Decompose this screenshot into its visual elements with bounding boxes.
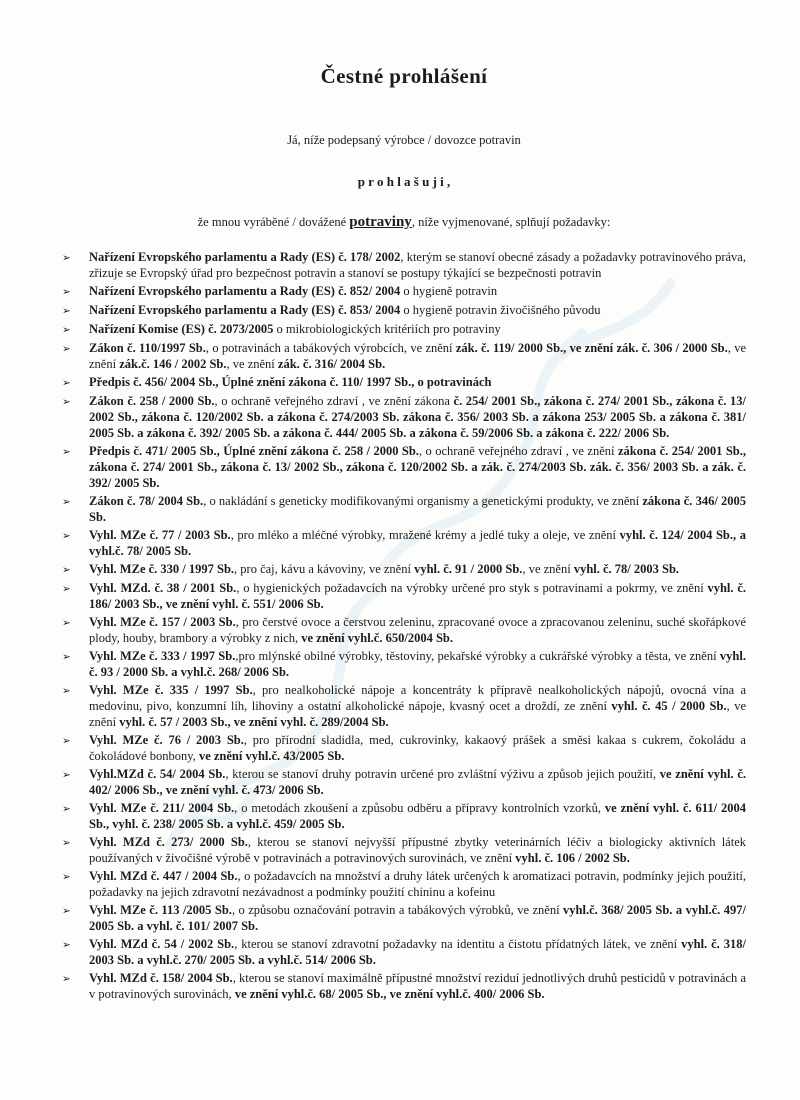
regulation-description: , o ochraně veřejného zdraví , ve znění zákona: [214, 394, 454, 408]
requirements-suffix: , níže vyjmenované, splňují požadavky:: [411, 215, 611, 229]
regulation-citation: zák.č. 146 / 2002 Sb.: [119, 357, 227, 371]
requirements-prefix: že mnou vyráběné / dovážené: [197, 215, 350, 229]
declaration-line: p r o h l a š u j i ,: [357, 174, 451, 189]
regulation-description: , ve znění: [89, 341, 746, 371]
list-item: [62, 302, 746, 319]
regulation-citation: vyhl. č. 318/ 2003 Sb. a vyhl.č. 270/ 2005 Sb. a vyhl.č. 514/ 2006 Sb.: [89, 937, 746, 967]
list-item-text: [89, 561, 746, 578]
list-item-text: [89, 527, 746, 559]
list-item: [62, 868, 746, 900]
regulation-citation: Nařízení Komise (ES) č. 2073/2005: [89, 322, 274, 336]
arrow-bullet-icon: ➢: [62, 564, 71, 576]
arrow-bullet-icon: ➢: [62, 324, 71, 336]
list-item: [62, 902, 746, 934]
arrow-bullet-icon: ➢: [62, 769, 71, 781]
regulation-citation: ve znění vyhl.č. 43/2005 Sb.: [198, 749, 345, 763]
regulation-citation: Nařízení Evropského parlamentu a Rady (ES) č. 852/ 2004: [89, 284, 401, 298]
list-item: [62, 527, 746, 559]
requirements-highlight: potraviny: [349, 214, 412, 230]
regulation-citation: Vyhl. MZd č. 158/ 2004 Sb.: [89, 971, 233, 985]
regulation-description: , o způsobu označování potravin a tabákových výrobků, ve znění: [231, 903, 564, 917]
regulation-citation: vyhl. č. 106 / 2002 Sb.: [515, 851, 630, 865]
list-item: [62, 800, 746, 832]
list-item: [62, 614, 746, 646]
list-item: [62, 283, 746, 300]
list-item-text: [89, 834, 746, 866]
arrow-bullet-icon: ➢: [62, 343, 71, 355]
arrow-bullet-icon: ➢: [62, 377, 71, 389]
list-item: [62, 443, 746, 491]
list-item: [62, 834, 746, 866]
arrow-bullet-icon: ➢: [62, 396, 71, 408]
arrow-bullet-icon: ➢: [62, 496, 71, 508]
arrow-bullet-icon: ➢: [62, 905, 71, 917]
regulation-citation: Zákon č. 78/ 2004 Sb.: [89, 494, 204, 508]
regulation-citation: Zákon č. 258 / 2000 Sb.: [89, 394, 215, 408]
list-item-text: [89, 283, 746, 300]
regulation-description: , pro čaj, kávu a kávoviny, ve znění: [234, 562, 415, 576]
list-item: [62, 936, 746, 968]
regulation-citation: Předpis č. 471/ 2005 Sb., Úplné znění zákona č. 258 / 2000 Sb.: [89, 444, 419, 458]
intro-line: Já, níže podepsaný výrobce / dovozce potravin: [287, 133, 521, 147]
arrow-bullet-icon: ➢: [62, 685, 71, 697]
regulation-citation: zák. č. 316/ 2004 Sb.: [277, 357, 386, 371]
list-item-text: [89, 614, 746, 646]
list-item-text: [89, 766, 746, 798]
regulation-description: , o nakládání s geneticky modifikovanými organismy a genetickými produkty, ve znění: [203, 494, 643, 508]
list-item: [62, 970, 746, 1002]
regulation-description: , o požadavcích na množství a druhy látek určených k aromatizaci potravin, podmínky jejich použití, požadavky na jejich zdravotní nezávadnost a podmínky použití chininu a kofeinu: [89, 869, 746, 899]
regulation-citation: vyhl. č. 78/ 2003 Sb.: [573, 562, 680, 576]
list-item: [62, 682, 746, 730]
regulation-citation: ve znění vyhl.č. 650/2004 Sb.: [301, 631, 453, 645]
regulation-description: , kterou se stanoví druhy potravin určené pro zvláštní výživu a způsob jejich použití,: [225, 767, 660, 781]
list-item-text: [89, 868, 746, 900]
regulation-description: , kterou se stanoví nejvyšší přípustné zbytky veterinárních léčiv a biologicky aktivních látek používaných v živočišné výrobě v potravinách a potravinových surovinách, ve znění: [89, 835, 746, 865]
regulation-citation: Vyhl. MZe č. 335 / 1997 Sb.: [89, 683, 253, 697]
list-item: [62, 374, 746, 391]
arrow-bullet-icon: ➢: [62, 939, 71, 951]
regulation-description: , kterou se stanoví zdravotní požadavky na identitu a čistotu přídatných látek, ve znění: [234, 937, 682, 951]
regulation-citation: Vyhl. MZe č. 333 / 1997 Sb.: [89, 649, 236, 663]
arrow-bullet-icon: ➢: [62, 803, 71, 815]
list-item-text: [89, 682, 746, 730]
regulation-description: , ve znění: [89, 699, 746, 729]
list-item-text: [89, 321, 746, 338]
regulation-citation: ve znění vyhl.č. 68/ 2005 Sb., ve znění vyhl.č. 400/ 2006 Sb.: [234, 987, 545, 1001]
regulation-description: , ve znění: [226, 357, 278, 371]
regulation-citation: č. 254/ 2001 Sb., zákona č. 274/ 2001 Sb., zákona č. 13/ 2002 Sb., zákona č. 120/2002 Sb. a zákona č. 274/2003 Sb. zákona č. 356/ 2003 Sb. a zákona 253/ 2005 Sb. a zákona č. 381/ 2005 Sb. a zákona č. 392/ 2005 Sb. a zákona č. 444/ 2005 Sb. a zákona č. 59/2006 Sb. a zákona č. 222/ 2006 Sb.: [89, 394, 747, 440]
list-item: [62, 580, 746, 612]
regulation-citation: vyhl. č. 93 / 2000 Sb. a vyhl.č. 268/ 2006 Sb.: [89, 649, 746, 679]
list-item: [62, 393, 746, 441]
regulation-citation: vyhl. č. 91 / 2000 Sb.: [414, 562, 523, 576]
list-item-text: [89, 936, 746, 968]
regulation-citation: vyhl. č. 57 / 2003 Sb., ve znění vyhl. č. 289/2004 Sb.: [119, 715, 389, 729]
regulation-citation: Zákon č. 110/1997 Sb.: [89, 341, 206, 355]
list-item-text: [89, 249, 746, 281]
list-item-text: [89, 493, 746, 525]
arrow-bullet-icon: ➢: [62, 286, 71, 298]
regulation-description: , pro mléko a mléčné výrobky, mražené krémy a jedlé tuky a oleje, ve znění: [230, 528, 620, 542]
list-item-text: [89, 340, 746, 372]
regulation-citation: Předpis č. 456/ 2004 Sb., Úplné znění zákona č. 110/ 1997 Sb., o potravinách: [89, 375, 492, 389]
regulation-citation: zákona č. 254/ 2001 Sb., zákona č. 274/ 2001 Sb., zákona č. 13/ 2002 Sb., zákona č. 120/2002 Sb. a zák. č. 274/2003 Sb. zák. č. 356/ 2003 Sb. a zák. č. 392/ 2005 Sb.: [89, 444, 746, 490]
regulation-description: ,pro mlýnské obilné výrobky, těstoviny, pekařské výrobky a cukrářské výrobky a těsta, ve znění: [235, 649, 720, 663]
regulation-description: , kterým se stanoví obecné zásady a požadavky potravinového práva, zřizuje se Evropský úřad pro bezpečnost potravin a stanoví se postupy týkající se bezpečnosti potravin: [89, 250, 746, 280]
regulation-citation: Vyhl. MZd č. 447 / 2004 Sb.: [89, 869, 238, 883]
arrow-bullet-icon: ➢: [62, 530, 71, 542]
regulation-description: o mikrobiologických kritériích pro potraviny: [273, 322, 501, 336]
list-item-text: [89, 800, 746, 832]
list-item-text: [89, 902, 746, 934]
arrow-bullet-icon: ➢: [62, 305, 71, 317]
list-item-text: [89, 732, 746, 764]
regulation-citation: Vyhl. MZe č. 77 / 2003 Sb.: [89, 528, 231, 542]
regulation-description: , o ochraně veřejného zdraví , ve znění: [418, 444, 618, 458]
list-item: [62, 561, 746, 578]
regulation-citation: Vyhl. MZd. č. 38 / 2001 Sb.: [89, 581, 237, 595]
regulation-list: [62, 249, 746, 1002]
list-item: [62, 249, 746, 281]
regulation-description: , ve znění: [522, 562, 574, 576]
list-item: [62, 766, 746, 798]
list-item-text: [89, 443, 746, 491]
list-item: [62, 648, 746, 680]
regulation-citation: Vyhl.MZd č. 54/ 2004 Sb.: [89, 767, 226, 781]
regulation-citation: Vyhl. MZe č. 76 / 2003 Sb.: [89, 733, 244, 747]
list-item-text: [89, 580, 746, 612]
arrow-bullet-icon: ➢: [62, 583, 71, 595]
arrow-bullet-icon: ➢: [62, 973, 71, 985]
regulation-citation: ve znění vyhl. č. 611/ 2004 Sb., vyhl. č. 238/ 2005 Sb. a vyhl.č. 459/ 2005 Sb.: [89, 801, 746, 831]
regulation-citation: Vyhl. MZe č. 157 / 2003 Sb.: [89, 615, 236, 629]
arrow-bullet-icon: ➢: [62, 651, 71, 663]
regulation-description: , kterou se stanoví maximálně přípustné množství reziduí jednotlivých druhů pesticidů v potravinách a v potravinových surovinách,: [89, 971, 746, 1001]
requirements-line: [62, 214, 746, 231]
regulation-description: , o metodách zkoušení a způsobu odběru a přípravy kontrolních vzorků,: [234, 801, 605, 815]
arrow-bullet-icon: ➢: [62, 837, 71, 849]
arrow-bullet-icon: ➢: [62, 871, 71, 883]
arrow-bullet-icon: ➢: [62, 617, 71, 629]
list-item-text: [89, 970, 746, 1002]
regulation-citation: Vyhl. MZe č. 211/ 2004 Sb.: [89, 801, 235, 815]
page-title: Čestné prohlášení: [320, 64, 488, 88]
regulation-citation: vyhl. č. 45 / 2000 Sb.: [611, 699, 727, 713]
regulation-citation: Vyhl. MZd č. 273/ 2000 Sb.: [89, 835, 248, 849]
regulation-description: o hygieně potravin živočišného původu: [400, 303, 601, 317]
list-item-text: [89, 302, 746, 319]
regulation-description: , o hygienických požadavcích na výrobky určené pro styk s potravinami a pokrmy, ve znění: [236, 581, 708, 595]
list-item: [62, 493, 746, 525]
regulation-description: , pro přírodní sladidla, med, cukrovinky, kakaový prášek a směsi kakaa s cukrem, čokoládu a čokoládové bonbony,: [89, 733, 746, 763]
regulation-description: , o potravinách a tabákových výrobcích, ve znění: [205, 341, 456, 355]
list-item-text: [89, 393, 746, 441]
regulation-description: o hygieně potravin: [400, 284, 498, 298]
regulation-citation: Vyhl. MZe č. 113 /2005 Sb.: [89, 903, 232, 917]
list-item-text: [89, 374, 746, 391]
regulation-citation: Nařízení Evropského parlamentu a Rady (ES) č. 853/ 2004: [89, 303, 401, 317]
regulation-citation: Vyhl. MZd č. 54 / 2002 Sb.: [89, 937, 235, 951]
arrow-bullet-icon: ➢: [62, 446, 71, 458]
regulation-citation: zák. č. 119/ 2000 Sb., ve znění zák. č. 306 / 2000 Sb.: [455, 341, 728, 355]
arrow-bullet-icon: ➢: [62, 735, 71, 747]
regulation-citation: ve znění vyhl. č. 402/ 2006 Sb., ve znění vyhl. č. 473/ 2006 Sb.: [89, 767, 746, 797]
regulation-citation: vyhl. č. 186/ 2003 Sb., ve znění vyhl. č. 551/ 2006 Sb.: [89, 581, 746, 611]
list-item: [62, 732, 746, 764]
list-item: [62, 321, 746, 338]
regulation-citation: zákona č. 346/ 2005 Sb.: [89, 494, 746, 524]
regulation-citation: Vyhl. MZe č. 330 / 1997 Sb.: [89, 562, 235, 576]
list-item: [62, 340, 746, 372]
regulation-description: , pro čerstvé ovoce a čerstvou zeleninu, zpracované ovoce a zpracovanou zeleninu, suché skořápkové plody, houby, brambory a výrobky z nich,: [89, 615, 746, 645]
regulation-citation: Nařízení Evropského parlamentu a Rady (ES) č. 178/ 2002: [89, 250, 401, 264]
regulation-citation: vyhl.č. 368/ 2005 Sb. a vyhl.č. 497/ 2005 Sb. a vyhl. č. 101/ 2007 Sb.: [89, 903, 746, 933]
list-item-text: [89, 648, 746, 680]
arrow-bullet-icon: ➢: [62, 252, 71, 264]
regulation-citation: vyhl. č. 124/ 2004 Sb., a vyhl.č. 78/ 2005 Sb.: [89, 528, 746, 558]
regulation-description: , pro nealkoholické nápoje a koncentráty k přípravě nealkoholických nápojů, ovocná vína a medovinu, pivo, konzumní líh, lihoviny a ostatní alkoholické nápoje, kvasný ocet a droždí, ze znění: [89, 683, 746, 713]
